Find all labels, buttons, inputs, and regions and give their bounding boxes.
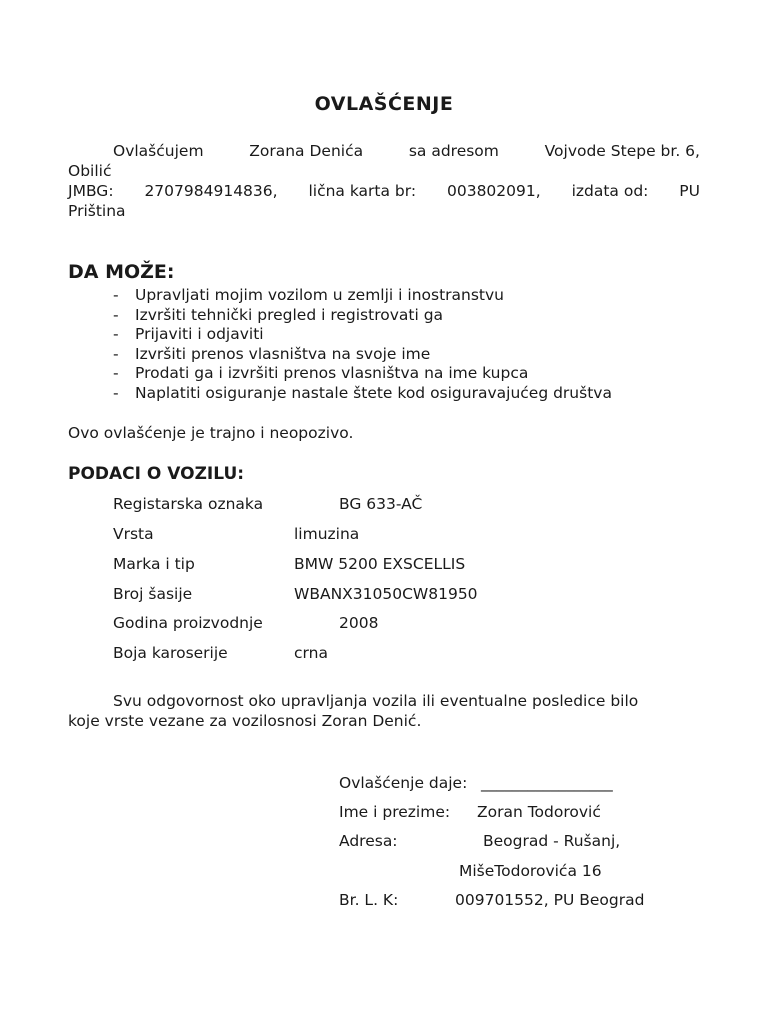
document-title: OVLAŠĆENJE bbox=[314, 93, 454, 115]
address-line-2: MišeTodorovića 16 bbox=[459, 862, 602, 880]
irrevocable-statement: Ovo ovlašćenje je trajno i neopozivo. bbox=[68, 424, 354, 442]
intro-word: sa adresom bbox=[408, 142, 499, 160]
intro-line-2: Obilić bbox=[68, 162, 112, 180]
jmbg-label: JMBG: bbox=[68, 182, 114, 200]
issued-by-value: PU bbox=[679, 182, 700, 200]
intro-word: Ovlašćujem bbox=[113, 142, 204, 160]
vehicle-label-registration: Registarska oznaka bbox=[113, 495, 264, 513]
id-value: 009701552, PU Beograd bbox=[455, 891, 645, 909]
vehicle-label-make: Marka i tip bbox=[113, 555, 195, 573]
jmbg-value: 2707984914836, bbox=[144, 182, 278, 200]
list-item: - Izvršiti tehnički pregled i registrovati ga bbox=[113, 305, 444, 324]
issued-by-label: izdata od: bbox=[571, 182, 649, 200]
given-by-label: Ovlašćenje daje: bbox=[339, 774, 468, 792]
list-item: - Izvršiti prenos vlasništva na svoje ime bbox=[113, 344, 431, 363]
vehicle-label-type: Vrsta bbox=[113, 525, 154, 543]
id-label: Br. L. K: bbox=[339, 891, 399, 909]
list-item: - Upravljati mojim vozilom u zemlji i inostranstvu bbox=[113, 286, 504, 304]
list-item: - Prodati ga i izvršiti prenos vlasništva na ime kupca bbox=[113, 364, 529, 383]
da-moze-heading: DA MOŽE: bbox=[68, 261, 175, 283]
intro-line-3 bbox=[68, 181, 700, 201]
vehicle-heading: PODACI O VOZILU: bbox=[68, 464, 245, 484]
intro-line-1 bbox=[68, 141, 700, 161]
intro-line-4: Priština bbox=[68, 202, 126, 220]
name-label: Ime i prezime: bbox=[339, 803, 451, 821]
address-line-1: Beograd - Rušanj, bbox=[483, 832, 621, 850]
signature-line: _________________ bbox=[481, 774, 613, 792]
responsibility-line-2: koje vrste vezane za vozilosnosi Zoran Denić. bbox=[68, 712, 422, 730]
responsibility-paragraph bbox=[68, 691, 700, 731]
permissions-list bbox=[113, 286, 612, 404]
vehicle-value-color: crna bbox=[294, 644, 328, 662]
vehicle-label-chassis: Broj šasije bbox=[113, 585, 193, 603]
id-card-label: lična karta br: bbox=[308, 182, 417, 200]
vehicle-label-year: Godina proizvodnje bbox=[113, 614, 263, 632]
vehicle-value-year: 2008 bbox=[339, 614, 379, 632]
intro-paragraph bbox=[68, 141, 700, 221]
list-item: - Prijaviti i odjaviti bbox=[113, 325, 264, 344]
vehicle-value-make: BMW 5200 EXSCELLIS bbox=[294, 555, 466, 573]
vehicle-label-color: Boja karoserije bbox=[113, 644, 228, 662]
address: Vojvode Stepe br. 6, bbox=[544, 142, 700, 160]
responsibility-line-1: Svu odgovornost oko upravljanja vozila ili eventualne posledice bilo bbox=[113, 692, 639, 710]
address-label: Adresa: bbox=[339, 832, 398, 850]
id-card-value: 003802091, bbox=[446, 182, 541, 200]
authorized-person: Zorana Denića bbox=[249, 142, 364, 160]
vehicle-value-type: limuzina bbox=[294, 525, 360, 543]
list-item: - Naplatiti osiguranje nastale štete kod osiguravajućeg društva bbox=[113, 383, 612, 402]
vehicle-value-registration: BG 633-AČ bbox=[339, 495, 423, 513]
name-value: Zoran Todorović bbox=[477, 803, 601, 821]
vehicle-value-chassis: WBANX31050CW81950 bbox=[294, 585, 478, 603]
